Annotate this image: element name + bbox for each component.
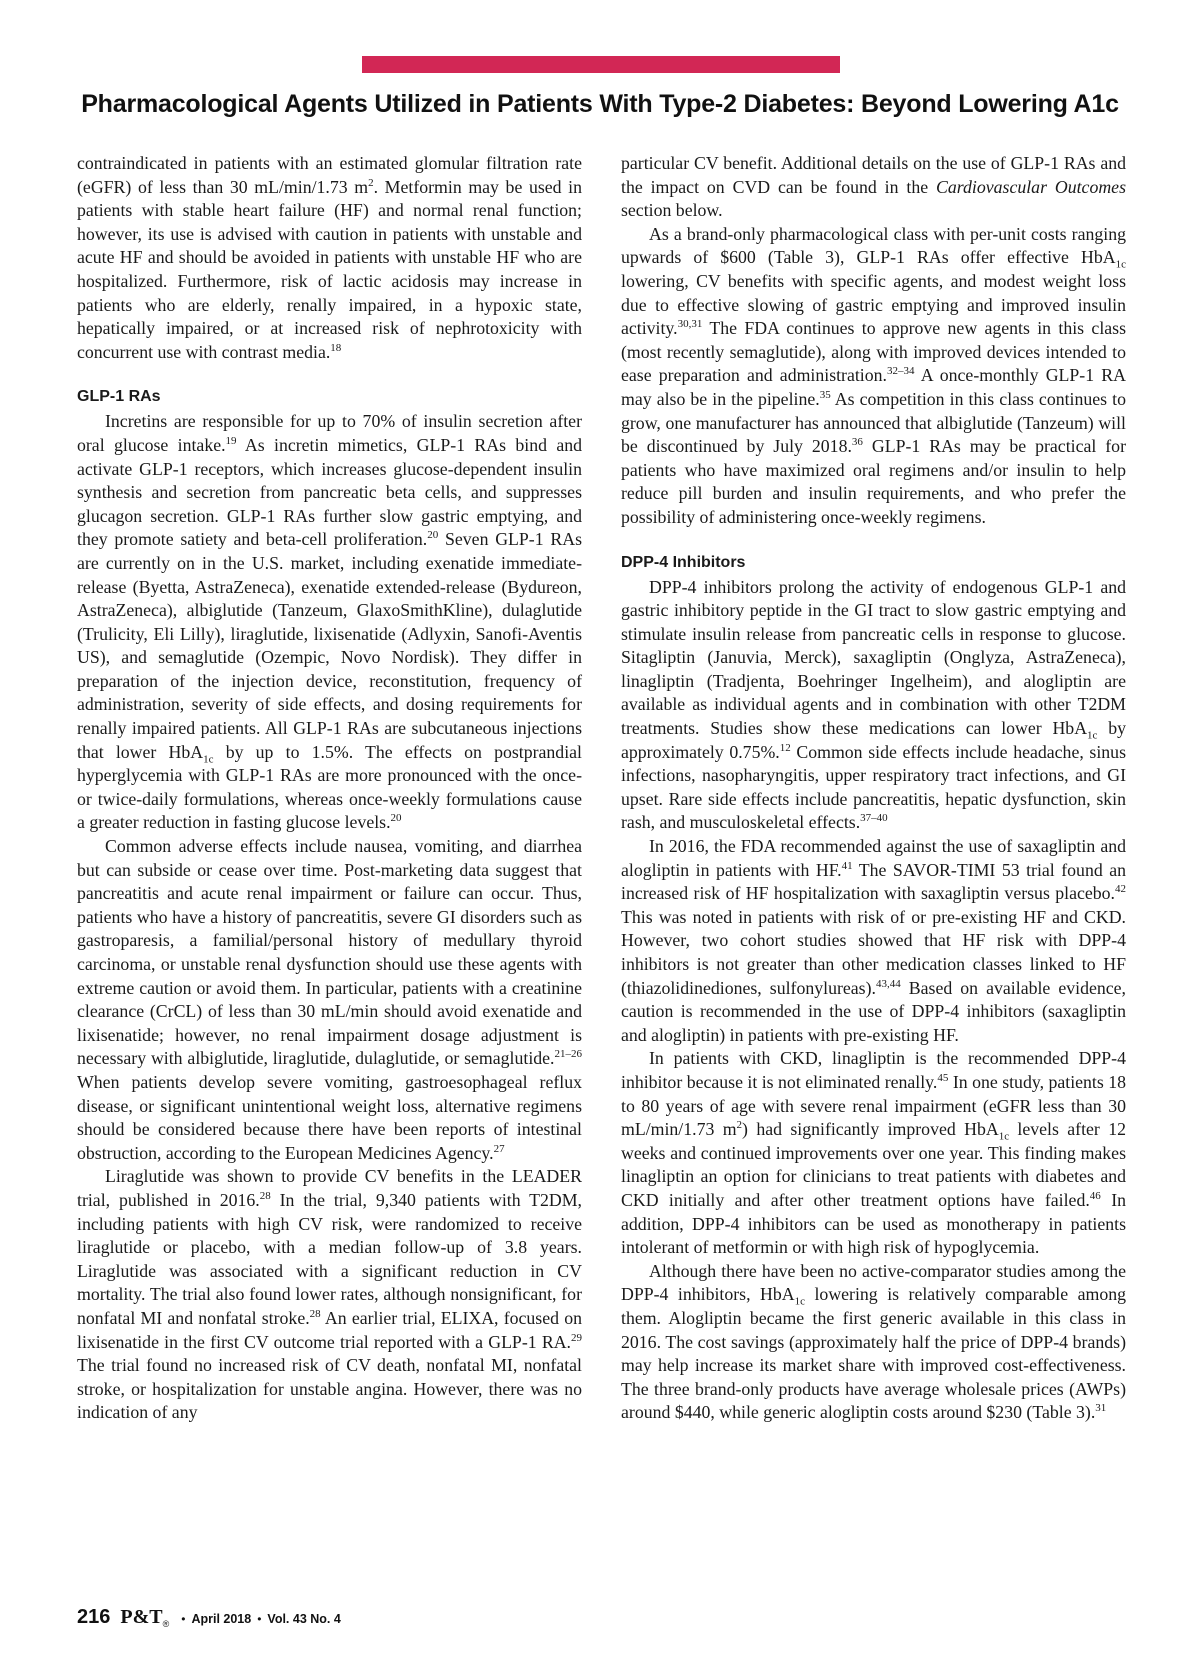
paragraph: In patients with CKD, linagliptin is the recommended DPP-4 inhibitor because it is not eliminated renally.$^{45}$ In one study, patients 18 to 80 years of age with severe renal impairment (eGFR less than 30 mL/min/1.73 $m^2$) had significantly improved HbA$_{1c}$ levels after 12 weeks and continued improvements over one year. This finding makes linagliptin an option for clinicians to treat patients with diabetes and CKD initially and after other treatment options have failed.$^{46}$ In addition, DPP-4 inhibitors can be used as monotherapy in patients intolerant of metformin or with high risk of hypoglycemia. — [621, 1048, 1127, 1258]
right-column — [621, 152, 1126, 1425]
paragraph: DPP-4 inhibitors prolong the activity of endogenous GLP-1 and gastric inhibitory peptide in the GI tract to slow gastric emptying and stimulate insulin release from pancreatic cells in response to glucose. Sitagliptin (Januvia, Merck), saxagliptin (Onglyza, AstraZeneca), linagliptin (Tradjenta, Boehringer Ingelheim), and alogliptin are available as individual agents and in combination with other T2DM treatments. Studies show these medications can lower HbA$_{1c}$ by approximately 0.75%.$^{12}$ Common side effects include headache, sinus infections, nasopharyngitis, upper respiratory tract infections, and GI upset. Rare side effects include pancreatitis, hepatic dysfunction, skin rash, and musculoskeletal effects.$^{37-40}$ — [621, 576, 1126, 833]
header-accent-bar — [362, 56, 840, 73]
left-column — [77, 152, 582, 1425]
page-footer — [77, 1606, 341, 1629]
page-title: Pharmacological Agents Utilized in Patients With Type-2 Diabetes: Beyond Lowering A1c — [81, 90, 1119, 118]
paragraph: contraindicated in patients with an estimated glomular filtration rate (eGFR) of less than 30 mL/min/1.73 $m^2$. Metformin may be used in patients with stable heart failure (HF) and normal renal function; however, its use is advised with caution in patients with unstable and acute HF and should be avoided in patients with unstable HF who are hospitalized. Furthermore, risk of lactic acidosis may increase in patients who are elderly, renally impaired, in a hypoxic state, hepatically impaired, or at increased risk of nephrotoxicity with concurrent use with contrast media.$^{18}$ — [77, 153, 583, 362]
section-heading-glp1: GLP-1 RAs — [77, 388, 161, 406]
paragraph: particular CV benefit. Additional details on the use of GLP-1 RAs and the impact on CVD can be found in the Cardiovascular Outcomes section below. — [621, 153, 1126, 221]
issue-date: April 2018 — [191, 1612, 252, 1626]
paragraph: Incretins are responsible for up to 70% of insulin secretion after oral glucose intake.$^{19}$ As incretin mimetics, GLP-1 RAs bind and activate GLP-1 receptors, which increases glucose-dependent insulin synthesis and secretion from pancreatic beta cells, and suppresses glucagon secretion. GLP-1 RAs further slow gastric emptying, and they promote satiety and beta-cell proliferation.$^{20}$ Seven GLP-1 RAs are currently on in the U.S. market, including exenatide immediate-release (Byetta, AstraZeneca), exenatide extended-release (Bydureon, AstraZeneca), albiglutide (Tanzeum, GlaxoSmithKline), dulaglutide (Trulicity, Eli Lilly), liraglutide, lixisenatide (Adlyxin, Sanofi-Aventis US), and semaglutide (Ozempic, Novo Nordisk). They differ in preparation of the injection device, reconstitution, frequency of administration, severity of side effects, and dosing requirements for renally impaired patients. All GLP-1 RAs are subcutaneous injections that lower HbA$_{1c}$ by up to 1.5%. The effects on postprandial hyperglycemia with GLP-1 RAs are more pronounced with the once- or twice-daily formulations, whereas once-weekly formulations cause a greater reduction in fasting glucose levels.$^{20}$ — [77, 411, 582, 833]
volume-info: Vol. 43 No. 4 — [267, 1612, 341, 1626]
section-heading-dpp4: DPP-4 Inhibitors — [621, 553, 746, 571]
paragraph: In 2016, the FDA recommended against the use of saxagliptin and alogliptin in patients with HF.$^{41}$ The SAVOR-TIMI 53 trial found an increased risk of HF hospitalization with saxagliptin versus placebo.$^{42}$ This was noted in patients with risk of or pre-existing HF and CKD. However, two cohort studies showed that HF risk with DPP-4 inhibitors is not greater than other medication classes linked to HF (thiazolidinediones, sulfonylureas).$^{43,44}$ Based on available evidence, caution is recommended in the use of DPP-4 inhibitors (saxagliptin and alogliptin) in patients with pre-existing HF. — [621, 836, 1126, 1045]
journal-name: P&T — [120, 1606, 163, 1628]
paragraph: Liraglutide was shown to provide CV benefits in the LEADER trial, published in 2016.28 In the trial, 9,340 patients with T2DM, including patients with high CV risk, were randomized to receive liraglutide or placebo, with a median follow-up of 3.8 years. Liraglutide was associated with a significant reduction in CV mortality. The trial also found lower rates, although nonsignificant, for nonfatal MI and nonfatal stroke.$^{28}$ An earlier trial, ELIXA, focused on lixisenatide in the first CV outcome trial reported with a GLP-1 RA.$^{29}$ The trial found no increased risk of CV death, nonfatal MI, nonfatal stroke, or hospitalization for unstable angina. However, there was no indication of any — [77, 1166, 583, 1423]
paragraph: Although there have been no active-comparator studies among the DPP-4 inhibitors, HbA$_{1c}$ lowering is relatively comparable among them. Alogliptin became the first generic available in this class in 2016. The cost savings (approximately half the price of DPP-4 brands) may help increase its market share with improved cost-effectiveness. The three brand-only products have average wholesale prices (AWPs) around $440, while generic alogliptin costs around $230 (Table 3).$^{31}$ — [621, 1260, 1126, 1423]
paragraph: As a brand-only pharmacological class with per-unit costs ranging upwards of $600 (Table 3), GLP-1 RAs offer effective HbA$_{1c}$ lowering, CV benefits with specific agents, and modest weight loss due to effective slowing of gastric emptying and improved insulin activity.$^{30,31}$ The FDA continues to approve new agents in this class (most recently semaglutide), along with improved devices intended to ease preparation and administration.$^{32-34}$ A once-monthly GLP-1 RA may also be in the pipeline.$^{35}$ As competition in this class continues to grow, one manufacturer has announced that albiglutide (Tanzeum) will be discontinued by July 2018.36 GLP-1 RAs may be practical for patients who have maximized oral regimens and/or insulin to help reduce pill burden and insulin requirements, and who prefer the possibility of administering once-weekly regimens. — [621, 223, 1126, 527]
page-number: 216 — [77, 1606, 111, 1628]
registered-mark: ® — [162, 1619, 170, 1630]
paragraph: Common adverse effects include nausea, vomiting, and diarrhea but can subside or cease over time. Post-marketing data suggest that pancreatitis and acute renal impairment or failure can occur. Thus, patients who have a history of pancreatitis, severe GI disorders such as gastroparesis, a familial/personal history of medullary thyroid carcinoma, or unstable renal dysfunction should use these agents with extreme caution or avoid them. In particular, patients with a creatinine clearance (CrCL) of less than 30 mL/min should avoid exenatide and lixisenatide; however, no renal impairment dosage adjustment is necessary with albiglutide, liraglutide, dulaglutide, or semaglutide.$^{21-26}$ When patients develop severe vomiting, gastroesophageal reflux disease, or significant unintentional weight loss, alternative regimens should be considered because there have been reports of intestinal obstruction, according to the European Medicines Agency.$^{27}$ — [77, 836, 582, 1163]
separator-dot: • — [257, 1612, 262, 1626]
separator-dot: • — [181, 1612, 186, 1626]
